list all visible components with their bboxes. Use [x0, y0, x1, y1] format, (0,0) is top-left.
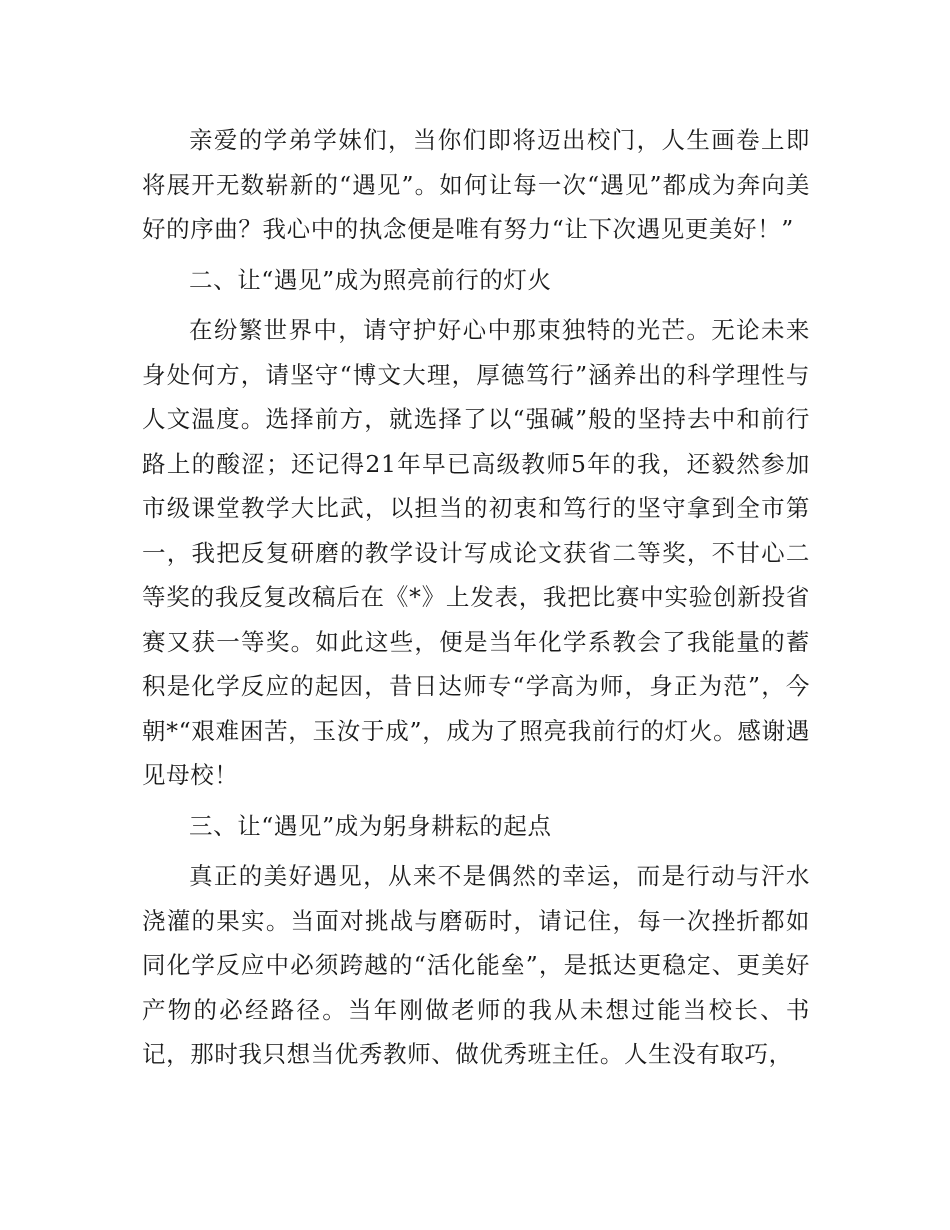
section-heading: 二、让“遇见”成为照亮前行的灯火 — [189, 265, 552, 294]
body-paragraph: 真正的美好遇见，从来不是偶然的幸运，而是行动与汗水浇灌的果实。当面对挑战与磨砺时，请记住，每一次挫折都如同化学反应中必须跨越的“活化能垒”，是抵达更稳定、更美好产物的必经路径。当年刚做老师的我从未想过能当校长、书记，那时我只想当优秀教师、做优秀班主任。人生没有取巧， — [142, 862, 810, 1068]
body-paragraph: 亲爱的学弟学妹们，当你们即将迈出校门，人生画卷上即将展开无数崭新的“遇见”。如何让每一次“遇见”都成为奔向美好的序曲？我心中的执念便是唯有努力“让下次遇见更美好！” — [142, 126, 810, 243]
section-heading: 三、让“遇见”成为躬身耕耘的起点 — [189, 811, 552, 840]
body-paragraph: 在纷繁世界中，请守护好心中那束独特的光芒。无论未来身处何方，请坚守“博文大理，厚德笃行”涵养出的科学理性与人文温度。选择前方，就选择了以“强碱”般的坚持去中和前行路上的酸涩；还记得21年早已高级教师5年的我，还毅然参加市级课堂教学大比武，以担当的初衷和笃行的坚守拿到全市第一，我把反复研磨的教学设计写成论文获省二等奖，不甘心二等奖的我反复改稿后在《*》上发表，我把比赛中实验创新投省赛又获一等奖。如此这些，便是当年化学系教会了我能量的蓄积是化学反应的起因，昔日达师专“学高为师，身正为范”，今朝*“艰难困苦，玉汝于成”，成为了照亮我前行的灯火。感谢遇见母校！ — [142, 316, 810, 789]
document-page — [142, 118, 810, 1083]
